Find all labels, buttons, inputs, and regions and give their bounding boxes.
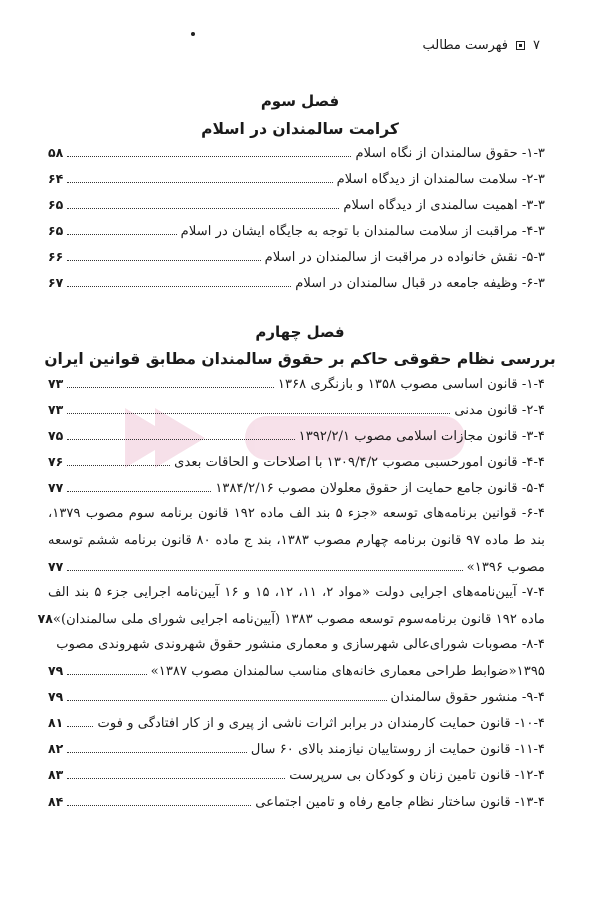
dot-leader: [67, 156, 351, 157]
toc-entry[interactable]: [48, 197, 545, 223]
dot-leader: [67, 182, 332, 183]
toc-entry-page: ۸۱: [48, 715, 64, 731]
dot-leader: [67, 726, 93, 727]
toc-entry-line[interactable]: بند ط ماده ۹۷ قانون برنامه چهارم مصوب ۱۳۸۳، بند ج ماده ۸۰ قانون برنامه ششم توسعه: [48, 532, 545, 548]
toc-entry-page: ۸۳: [48, 767, 64, 783]
dot-leader: [67, 286, 291, 287]
toc-entry-page: ۷۷: [48, 558, 64, 574]
dot-leader: [67, 752, 247, 753]
dot-leader: [67, 439, 294, 440]
toc-entry-page: ۷۹: [48, 663, 64, 679]
square-bullet-icon: [516, 41, 525, 50]
dot-leader: [67, 208, 339, 209]
toc-entry[interactable]: [48, 223, 545, 249]
running-header: [423, 38, 540, 53]
toc-entry-title: ماده ۱۹۲ قانون برنامه‌سوم توسعه مصوب ۱۳۸۳ (آیین‌نامه اجرایی شورای ملی سالمندان)»: [52, 611, 545, 627]
dot-leader: [67, 260, 260, 261]
toc-entry-title: ۵-۴- قانون جامع حمایت از حقوق معلولان مصوب ۱۳۸۴/۲/۱۶: [215, 481, 545, 497]
toc-entry[interactable]: [48, 559, 545, 585]
header-page-number: ۷: [533, 38, 540, 53]
toc-entry[interactable]: [48, 171, 545, 197]
toc-entry[interactable]: [48, 376, 545, 402]
chapter3-number: فصل سوم: [260, 92, 340, 110]
dot-leader: [67, 413, 450, 414]
toc-entry-title: ۹-۴- منشور حقوق سالمندان: [390, 690, 545, 706]
toc-entry-page: ۷۸: [37, 610, 53, 626]
toc-entry[interactable]: [48, 249, 545, 275]
toc-entry-page: ۵۸: [48, 145, 64, 160]
toc-entry[interactable]: [48, 428, 545, 454]
dot-leader: [67, 778, 285, 779]
toc-entry-page: ۶۵: [48, 197, 64, 213]
toc-entry-page: ۷۳: [48, 376, 64, 391]
toc-entry-title: ۵-۳- نقش خانواده در مراقبت از سالمندان در اسلام: [264, 250, 545, 266]
toc-entry[interactable]: [48, 689, 545, 715]
chapter3-title: کرامت سالمندان در اسلام: [201, 120, 399, 138]
toc-entry-page: ۷۶: [48, 454, 64, 470]
toc-entry-title: ۳-۳- اهمیت سالمندی از دیدگاه اسلام: [343, 198, 545, 214]
dot-leader: [67, 465, 170, 466]
toc-entry-title: ۱۲-۴- قانون تامین زنان و کودکان بی سرپرست: [289, 768, 545, 784]
chapter4-title: بررسی نظام حقوقی حاکم بر حقوق سالمندان مطابق قوانین ایران: [44, 350, 556, 368]
toc-entry[interactable]: [48, 741, 545, 767]
toc-entry[interactable]: [48, 715, 545, 741]
dot-leader: [67, 491, 211, 492]
toc-entry-page: ۶۷: [48, 275, 64, 291]
toc-entry-title: ۳-۴- قانون مجازات اسلامی مصوب ۱۳۹۲/۲/۱: [298, 429, 545, 445]
toc-entry[interactable]: [48, 663, 545, 689]
chapter4-toc: [37, 376, 545, 820]
toc-entry-title: مصوب ۱۳۹۶»: [466, 559, 545, 575]
toc-entry[interactable]: [48, 402, 545, 428]
toc-entry-title: ۱۱-۴- قانون حمایت از روستاییان نیازمند بالای ۶۰ سال: [250, 742, 545, 758]
toc-entry-title: ۶-۳- وظیفه جامعه در قبال سالمندان در اسلام: [295, 276, 545, 292]
toc-entry-page: ۶۶: [48, 249, 64, 265]
toc-entry-line[interactable]: ۷-۴- آیین‌نامه‌های اجرایی دولت «مواد ۲، ۱۱، ۱۲، ۱۵ و ۱۶ آیین‌نامه اجرایی جزء ۵ بند الف: [48, 584, 545, 600]
dot-leader: [67, 700, 386, 701]
toc-entry-title: ۴-۴- قانون امورحسبی مصوب ۱۳۰۹/۴/۲ با اصلاحات و الحاقات بعدی: [174, 455, 545, 471]
dot-leader: [67, 234, 176, 235]
dot-leader: [67, 387, 274, 388]
toc-entry-page: ۷۳: [48, 402, 64, 418]
toc-entry-page: ۶۴: [48, 171, 64, 187]
dot-mark-icon: [191, 32, 195, 36]
toc-entry-title: ۱-۳- حقوق سالمندان از نگاه اسلام: [355, 146, 545, 161]
toc-entry[interactable]: [48, 767, 545, 793]
toc-entry[interactable]: [48, 794, 545, 820]
toc-entry-page: ۷۷: [48, 480, 64, 496]
toc-entry-title: ۱۰-۴- قانون حمایت کارمندان در برابر اثرات ناشی از پیری و از کار افتادگی و فوت: [97, 716, 545, 732]
dot-leader: [67, 570, 462, 571]
toc-entry[interactable]: [48, 454, 545, 480]
toc-entry-page: ۸۴: [48, 793, 64, 809]
dot-leader: [67, 805, 251, 806]
toc-entry-page: ۷۹: [48, 689, 64, 705]
toc-entry-title: ۲-۴- قانون مدنی: [454, 403, 545, 419]
toc-entry[interactable]: [48, 480, 545, 506]
toc-entry-title: ۱-۴- قانون اساسی مصوب ۱۳۵۸ و بازنگری ۱۳۶۸: [277, 377, 545, 392]
toc-entry-title: ۱۳۹۵«ضوابط طراحی معماری خانه‌های مناسب سالمندان مصوب ۱۳۸۷»: [150, 664, 545, 680]
toc-entry-line[interactable]: ۸-۴- مصوبات شورای‌عالی شهرسازی و معماری منشور حقوق شهروندی شهروندی مصوب: [56, 636, 545, 652]
toc-entry-title: ۴-۳- مراقبت از سلامت سالمندان با توجه به جایگاه ایشان در اسلام: [180, 224, 545, 240]
toc-entry-title: ۲-۳- سلامت سالمندان از دیدگاه اسلام: [336, 172, 545, 188]
toc-entry-page: ۶۵: [48, 223, 64, 239]
toc-entry[interactable]: [37, 610, 545, 637]
toc-entry-page: ۸۲: [48, 741, 64, 757]
dot-leader: [67, 674, 146, 675]
toc-entry-line[interactable]: ۶-۴- قوانین برنامه‌های توسعه «جزء ۵ بند الف ماده ۱۹۲ قانون برنامه سوم مصوب ۱۳۷۹،: [48, 506, 545, 522]
toc-entry-title: ۱۳-۴- قانون ساختار نظام جامع رفاه و تامین اجتماعی: [255, 794, 545, 810]
toc-entry[interactable]: [48, 145, 545, 171]
toc-entry[interactable]: [48, 275, 545, 301]
chapter3-toc: [48, 145, 545, 302]
header-section-title: فهرست مطالب: [422, 38, 509, 53]
toc-entry-page: ۷۵: [48, 428, 64, 444]
chapter4-number: فصل چهارم: [255, 323, 345, 341]
